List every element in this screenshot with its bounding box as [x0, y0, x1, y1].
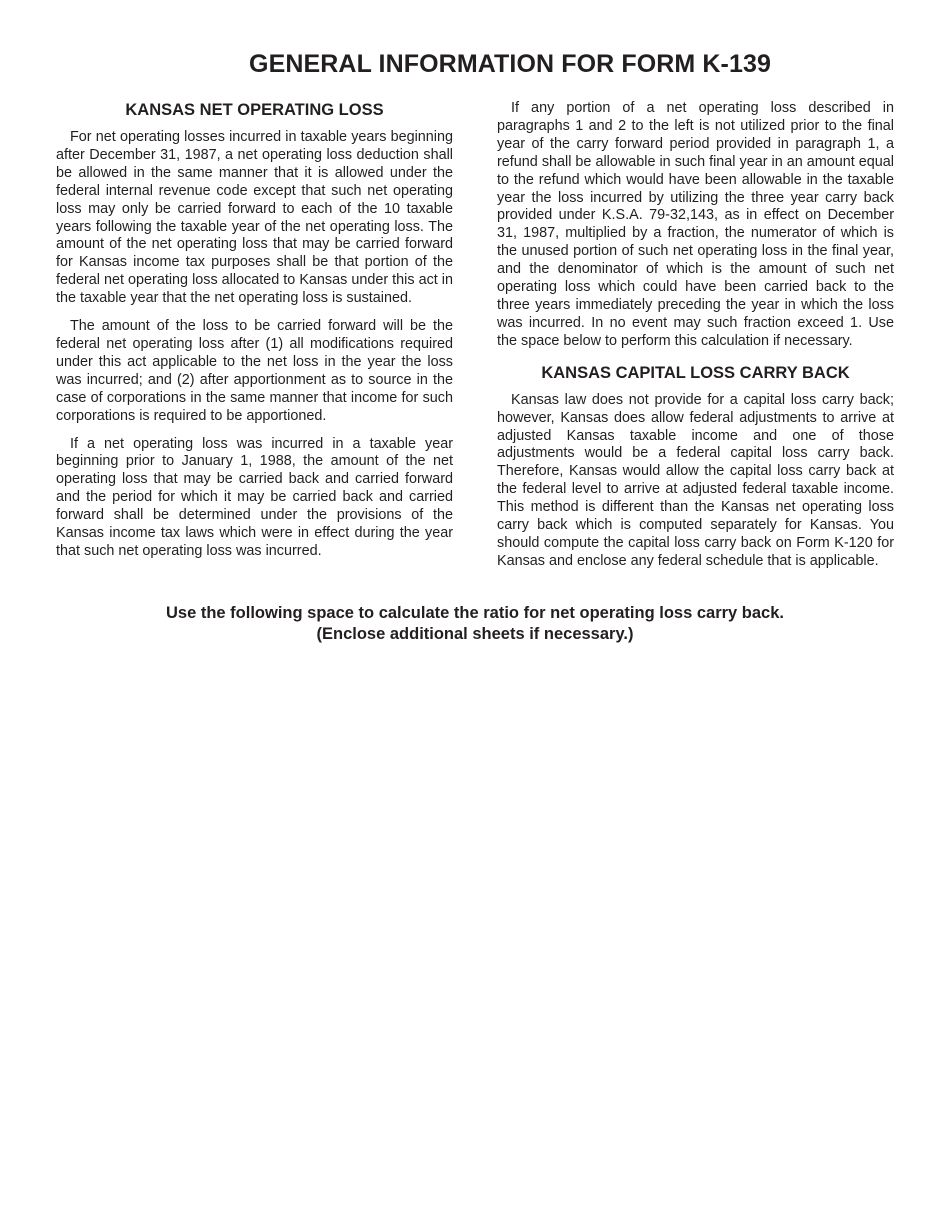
paragraph: The amount of the loss to be carried forward will be the federal net operating loss after (1) all modifications required under this act applicable to the net loss in the year the loss was incurred; and (2) after apportionment as to source in the case of corporations in the same manner that income for such corporations is required to be apportioned. — [56, 318, 453, 424]
right-column — [497, 100, 894, 581]
enclose-sheets-note: (Enclose additional sheets if necessary.) — [316, 625, 634, 643]
calculation-space — [56, 660, 894, 1180]
section-heading-net-operating-loss: KANSAS NET OPERATING LOSS — [125, 101, 384, 119]
paragraph: If any portion of a net operating loss described in paragraphs 1 and 2 to the left is not utilized prior to the final year of the carry forward period provided in paragraph 1, a refund shall be allowable in such final year in an amount equal to the refund which would have been allowable in the taxable year the loss incurred by utilizing the three year carry back provided under K.S.A. 79-32,143, as in effect on December 31, 1987, multiplied by a fraction, the numerator of which is the unused portion of such net operating loss in the final year, and the denominator of which is the amount of such net operating loss which could have been carried back to the three years immediately preceding the year in which the loss was incurred. In no event may such fraction exceed 1. Use the space below to perform this calculation if necessary. — [497, 100, 894, 349]
paragraph: Kansas law does not provide for a capital loss carry back; however, Kansas does allow federal adjustments to arrive at adjusted Kansas taxable income and one of those adjustments would be a federal capital loss carry back. Therefore, Kansas would allow the capital loss carry back at the federal level to arrive at adjusted federal taxable income. This method is different than the Kansas net operating loss carry back which is computed separately for Kansas. You should compute the capital loss carry back on Form K-120 for Kansas and enclose any federal schedule that is applicable. — [497, 391, 894, 569]
calculation-instructions — [0, 603, 950, 645]
section-heading-capital-loss-carry-back: KANSAS CAPITAL LOSS CARRY BACK — [541, 363, 850, 382]
paragraph: If a net operating loss was incurred in a taxable year beginning prior to January 1, 1988, the amount of the net operating loss that may be carried back and carried forward and the period for which it may be carried back and carried forward shall be determined under the provisions of the Kansas income tax laws which were in effect during the year that such net operating loss was incurred. — [56, 435, 453, 559]
left-column — [56, 100, 453, 571]
page-title: GENERAL INFORMATION FOR FORM K-139 — [249, 50, 771, 78]
paragraph: For net operating losses incurred in taxable years beginning after December 31, 1987, a net operating loss deduction shall be allowed in the same manner that it is allowed under the federal internal revenue code except that such net operating loss may only be carried forward to each of the 10 taxable years following the taxable year of the net operating loss. The amount of the net operating loss that may be carried forward for Kansas income tax purposes shall be that portion of the federal net operating loss allocated to Kansas under this act in the taxable year that the net operating loss is sustained. — [56, 129, 453, 307]
calculation-instruction-line: Use the following space to calculate the ratio for net operating loss carry back. — [166, 604, 784, 622]
